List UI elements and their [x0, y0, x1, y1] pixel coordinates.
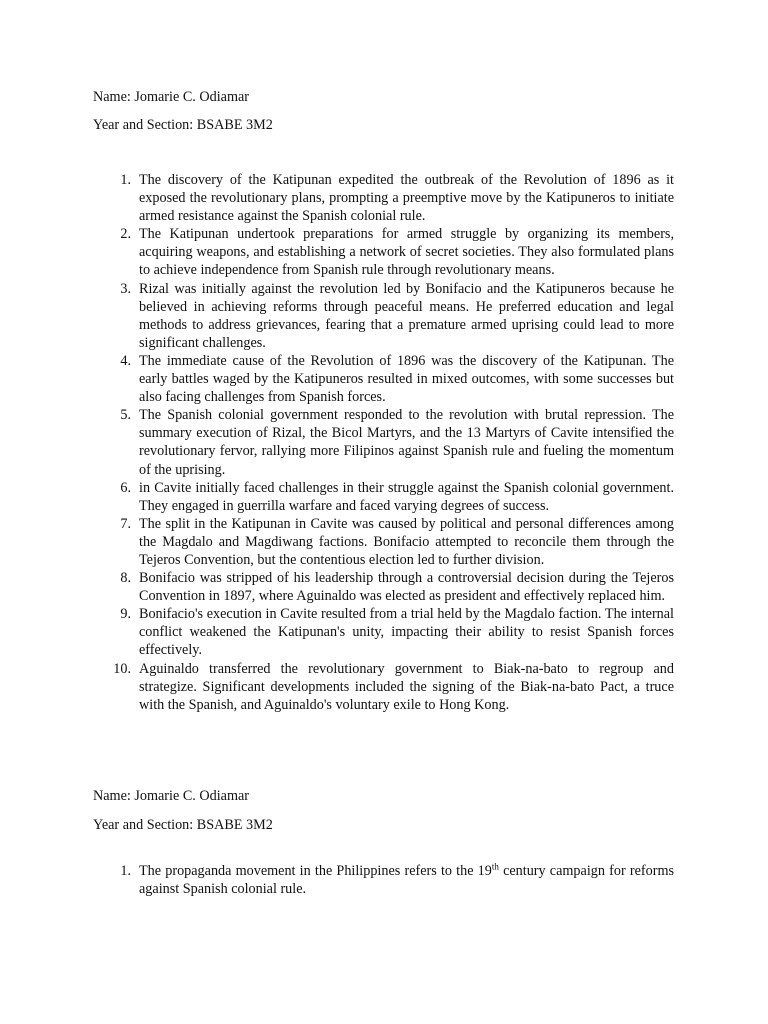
item-number: 3. — [120, 280, 131, 297]
list-item — [0, 352, 768, 406]
item-text: Bonifacio's execution in Cavite resulted from a trial held by the Magdalo faction. The internal conflict weakened the Katipunan's unity, impacting their ability to resist Spanish forces effectively. — [139, 606, 674, 659]
item-text: The immediate cause of the Revolution of 1896 was the discovery of the Katipunan. The early battles waged by the Katipuneros resulted in mixed outcomes, with some successes but also facing challenges from Spanish forces. — [139, 352, 674, 406]
item-text-end: century campaign for reforms against Spanish colonial rule. — [139, 863, 674, 898]
list-item — [0, 862, 768, 898]
item-number: 9. — [120, 606, 131, 623]
list-item — [0, 605, 768, 659]
year-and-section: Year and Section: BSABE 3M2 — [93, 117, 273, 133]
list-item — [0, 569, 768, 605]
item-text: in Cavite initially faced challenges in their struggle against the Spanish colonial government. They engaged in guerrilla warfare and faced varying degrees of success. — [139, 479, 674, 514]
list-item — [0, 515, 768, 569]
item-text: Aguinaldo transferred the revolutionary government to Biak-na-bato to regroup and strategize. Significant developments included the signing of the Biak-na-bato Pact, a truce with the Spanish, and Aguinaldo's voluntary exile to Hong Kong. — [139, 660, 674, 713]
item-number: 10. — [113, 660, 131, 677]
item-text: The discovery of the Katipunan expedited the outbreak of the Revolution of 1896 as it exposed the revolutionary plans, prompting a preemptive move by the Katipuneros to initiate armed resistance against the Spanish colonial rule. — [139, 172, 674, 225]
list-item — [0, 406, 768, 478]
list-item — [0, 225, 768, 279]
list-item — [0, 280, 768, 352]
item-number: 4. — [120, 352, 131, 369]
year-and-section-second: Year and Section: BSABE 3M2 — [93, 817, 273, 833]
item-number: 2. — [120, 226, 131, 243]
list-item — [0, 171, 768, 225]
item-text: Bonifacio was stripped of his leadership through a controversial decision during the Tejeros Convention in 1897, where Aguinaldo was elected as president and effectively replaced him. — [139, 570, 674, 605]
item-number: 7. — [120, 515, 131, 532]
answer-list-second — [0, 862, 768, 898]
student-name-second: Name: Jomarie C. Odiamar — [93, 788, 250, 804]
answer-list — [0, 171, 768, 714]
item-number: 5. — [120, 407, 131, 424]
item-text: The Katipunan undertook preparations for armed struggle by organizing its members, acquiring weapons, and establishing a network of secret societies. They also formulated plans to achieve independence from Spanish rule through revolutionary means. — [139, 226, 674, 279]
item-number: 6. — [120, 479, 131, 496]
item-text: The Spanish colonial government responded to the revolution with brutal repression. The summary execution of Rizal, the Bicol Martyrs, and the 13 Martyrs of Cavite intensified the revolutionary fervor, rallying more Filipinos against Spanish rule and fueling the momentum of the uprising. — [139, 407, 674, 478]
item-text: The split in the Katipunan in Cavite was caused by political and personal differences among the Magdalo and Magdiwang factions. Bonifacio attempted to reconcile them through the Tejeros Convention, but the contentious election led to further division. — [139, 515, 674, 568]
ordinal-superscript: th — [491, 861, 499, 872]
item-text-start: The propaganda movement in the Philippines refers to the 19 — [139, 863, 492, 879]
list-item — [0, 479, 768, 515]
item-text: Rizal was initially against the revolution led by Bonifacio and the Katipuneros because he believed in achieving reforms through peaceful means. He preferred education and legal methods to address grievances, fearing that a premature armed uprising could lead to more significant challenges. — [139, 280, 674, 351]
item-number: 8. — [120, 570, 131, 587]
item-number: 1. — [120, 863, 131, 879]
list-item — [0, 660, 768, 714]
item-text — [139, 862, 674, 898]
student-name: Name: Jomarie C. Odiamar — [93, 89, 250, 105]
item-number: 1. — [120, 172, 131, 188]
